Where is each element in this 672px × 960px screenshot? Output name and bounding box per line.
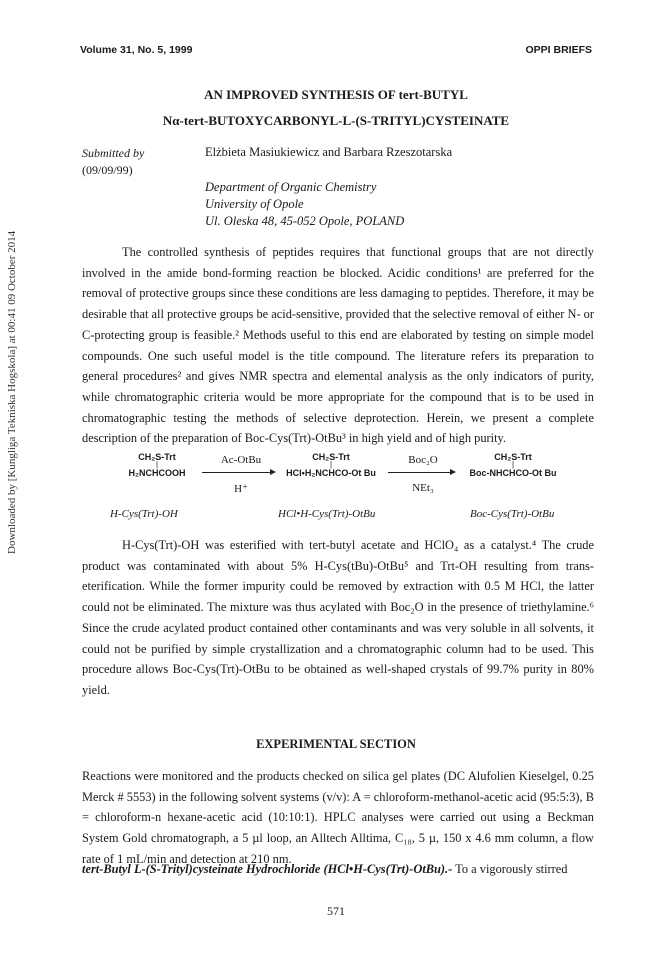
compound-3-formula: Boc-NHCHCO-Ot Bu bbox=[469, 468, 557, 478]
intro-paragraph bbox=[82, 242, 594, 449]
compound-3-name: Boc-Cys(Trt)-OtBu bbox=[470, 508, 555, 520]
compound-2: CH₂S-Trt | HCl•H₂NCHCO-Ot Bu bbox=[276, 452, 386, 478]
procedure-text: To a vigorously stirred bbox=[455, 862, 568, 876]
article-title-line-1: AN IMPROVED SYNTHESIS OF tert-BUTYL bbox=[204, 87, 468, 102]
affiliation-university: University of Opole bbox=[205, 197, 304, 211]
affiliation-address: Ul. Oleska 48, 45-052 Opole, POLAND bbox=[205, 214, 405, 228]
compound-1: CH₂S-Trt | H₂NCHCOOH bbox=[112, 452, 202, 478]
submitted-by-label: Submitted by bbox=[82, 146, 145, 160]
authors: Elżbieta Masiukiewicz and Barbara Rzeszotarska bbox=[205, 145, 453, 159]
volume-info: Volume 31, No. 5, 1999 bbox=[80, 44, 193, 56]
page-number: 571 bbox=[327, 904, 345, 918]
submission-date: (09/09/99) bbox=[82, 163, 133, 177]
affiliation bbox=[205, 179, 404, 230]
results-paragraph bbox=[82, 535, 594, 701]
submission-info bbox=[82, 145, 144, 179]
section-heading: EXPERIMENTAL SECTION bbox=[256, 737, 416, 751]
reagent-2-top: Boc₂O bbox=[408, 454, 438, 466]
intro-text: The controlled synthesis of peptides requires that functional groups that are not directly involved in the amide bond-forming reaction be blocked. Acidic conditions¹ are preferred for the removal of protective groups since these conditions are less damaging to peptides. Therefore, it may be desirable that all protective groups be acid-sensitive, provided that the selective removal of either N- or C-protecting group is feasible.² Methods useful to this end are elaborated by testing on simple model compounds. One such useful model is the title compound. The literature refers its preparation to general procedures² and gives NMR spectra and elemental analysis as the only indicators of purity, while chromatographic criteria would be more appropriate for the compound that is to be used in chromatographic testing the methods of selective deprotection. Herein, we present a complete description of the preparation of Boc-Cys(Trt)-OtBu³ in high yield and of high purity. bbox=[82, 245, 594, 446]
compound-3-sidechain: CH₂S-Trt bbox=[494, 452, 532, 462]
reagent-1-top: Ac-OtBu bbox=[220, 454, 262, 466]
reaction-arrow-1 bbox=[202, 472, 274, 473]
reagent-1-bottom: H⁺ bbox=[234, 483, 248, 495]
results-text: H-Cys(Trt)-OH was esterified with tert-butyl acetate and HClO₄ as a catalyst.⁴ The crude product was contaminated with about 5% H-Cys(tBu)-OtBu⁵ and Trt-OH resulting from trans-eterification. While the former impurity could be removed by extraction with 0.5 M HCl, the latter could not be eliminated. The mixture was thus acylated with Boc₂O in the presence of triethylamine.⁶ Since the crude acylated product contained other contaminants and was very soluble in all solvents, it could not be purified by simple crystallization and a chromatographic column had to be used. This procedure allows Boc-Cys(Trt)-OtBu to be obtained as well-shaped crystals of 99.7% purity in 80% yield. bbox=[82, 538, 594, 697]
procedure-start bbox=[82, 862, 594, 877]
compound-2-formula: HCl•H₂NCHCO-Ot Bu bbox=[286, 468, 376, 478]
reaction-scheme bbox=[82, 452, 594, 522]
compound-1-formula: H₂NCHCOOH bbox=[128, 468, 186, 478]
article-title-line-2: Nα-tert-BUTOXYCARBONYL-L-(S-TRITYL)CYSTEINATE bbox=[162, 113, 510, 128]
journal-section: OPPI BRIEFS bbox=[525, 44, 592, 56]
compound-2-name: HCl•H-Cys(Trt)-OtBu bbox=[278, 508, 376, 520]
compound-1-name: H-Cys(Trt)-OH bbox=[110, 508, 178, 520]
procedure-heading: tert-Butyl L-(S-Trityl)cysteinate Hydrochloride (HCl•H-Cys(Trt)-OtBu).- bbox=[82, 862, 453, 876]
reaction-arrow-2 bbox=[388, 472, 454, 473]
compound-2-sidechain: CH₂S-Trt bbox=[312, 452, 350, 462]
experimental-paragraph: Reactions were monitored and the products checked on silica gel plates (DC Alufolien Kieselgel, 0.25 Merck # 5553) in the following solvent systems (v/v): A = chloroform-methanol-acetic acid (95:5:3), B = chloroform-n hexane-acetic acid (10:10:1). HPLC analyses were carried out using a Beckman System Gold chromatograph, a 5 µl loop, an Alltech Alltima, C₁₈, 5 µ, 150 x 4.6 mm column, a flow rate of 1 mL/min and detection at 210 nm. bbox=[82, 769, 594, 866]
reagent-2-bottom: NEt₃ bbox=[412, 482, 434, 494]
compound-1-sidechain: CH₂S-Trt bbox=[138, 452, 176, 462]
affiliation-department: Department of Organic Chemistry bbox=[205, 180, 377, 194]
compound-3: CH₂S-Trt | Boc-NHCHCO-Ot Bu bbox=[458, 452, 568, 478]
download-watermark: Downloaded by [Kungliga Tekniska Hogskola] at 00:41 09 October 2014 bbox=[6, 230, 18, 554]
